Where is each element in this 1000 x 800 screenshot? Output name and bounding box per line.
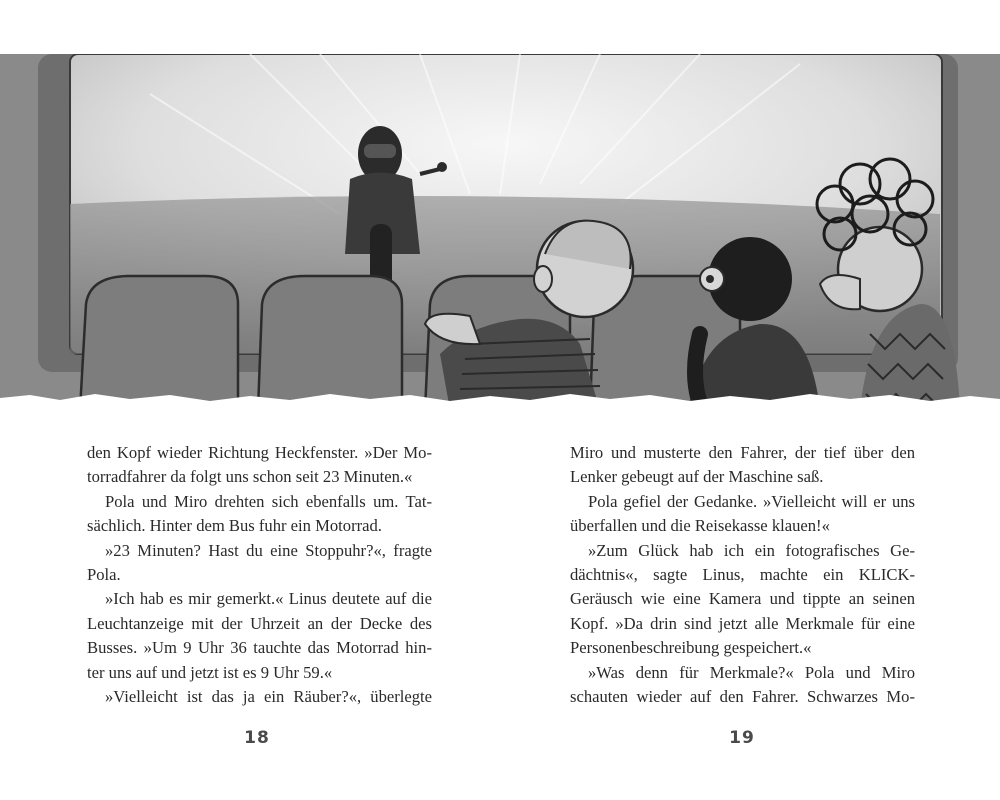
text-line: überfallen und die Reisekasse klauen!«: [570, 516, 830, 536]
illustration-bus-rear-window: [0, 54, 1000, 410]
left-page-text: [87, 441, 432, 709]
text-line: Miro und musterte den Fahrer, der tief über den: [570, 443, 915, 462]
text-line: torradfahrer da folgt uns schon seit 23 Minuten.«: [87, 467, 413, 487]
text-line: Personenbeschreibung gespeichert.«: [570, 638, 812, 658]
text-line: Pola und Miro drehten sich ebenfalls um. Tat-: [105, 491, 432, 511]
text-line: »Vielleicht ist das ja ein Räuber?«, überlegte: [105, 686, 432, 706]
text-line: Geräusch wie eine Kamera und tippte an seinen: [570, 589, 915, 609]
text-line: Pola.: [87, 564, 121, 584]
text-line: Leuchtanzeige mit der Uhrzeit an der Decke des: [87, 613, 432, 633]
right-page-text: [570, 441, 915, 709]
text-line: ter uns auf und jetzt ist es 9 Uhr 59.«: [87, 662, 333, 682]
text-line: »Was denn für Merkmale?« Pola und Miro: [588, 662, 915, 682]
text-line: Lenker gebeugt auf der Maschine saß.: [570, 467, 824, 487]
text-line: sächlich. Hinter dem Bus fuhr ein Motorrad.: [87, 516, 382, 536]
text-line: Pola gefiel der Gedanke. »Vielleicht will er uns: [588, 491, 915, 511]
text-line: Busses. »Um 9 Uhr 36 tauchte das Motorrad hin-: [87, 638, 432, 658]
text-line: »23 Minuten? Hast du eine Stoppuhr?«, fragte: [105, 540, 432, 560]
text-line: »Zum Glück hab ich ein fotografisches Ge-: [588, 540, 915, 560]
text-line: schauten wieder auf den Fahrer. Schwarzes Mo-: [570, 686, 915, 706]
text-line: »Ich hab es mir gemerkt.« Linus deutete auf die: [105, 589, 432, 609]
page-number-right: 19: [729, 728, 755, 748]
text-line: Kopf. »Da drin sind jetzt alle Merkmale für eine: [570, 613, 915, 633]
text-line: dächtnis«, sagte Linus, machte ein KLICK-: [570, 564, 915, 584]
page-number-left: 18: [244, 728, 270, 748]
text-line: den Kopf wieder Richtung Heckfenster. »Der Mo-: [87, 443, 432, 462]
